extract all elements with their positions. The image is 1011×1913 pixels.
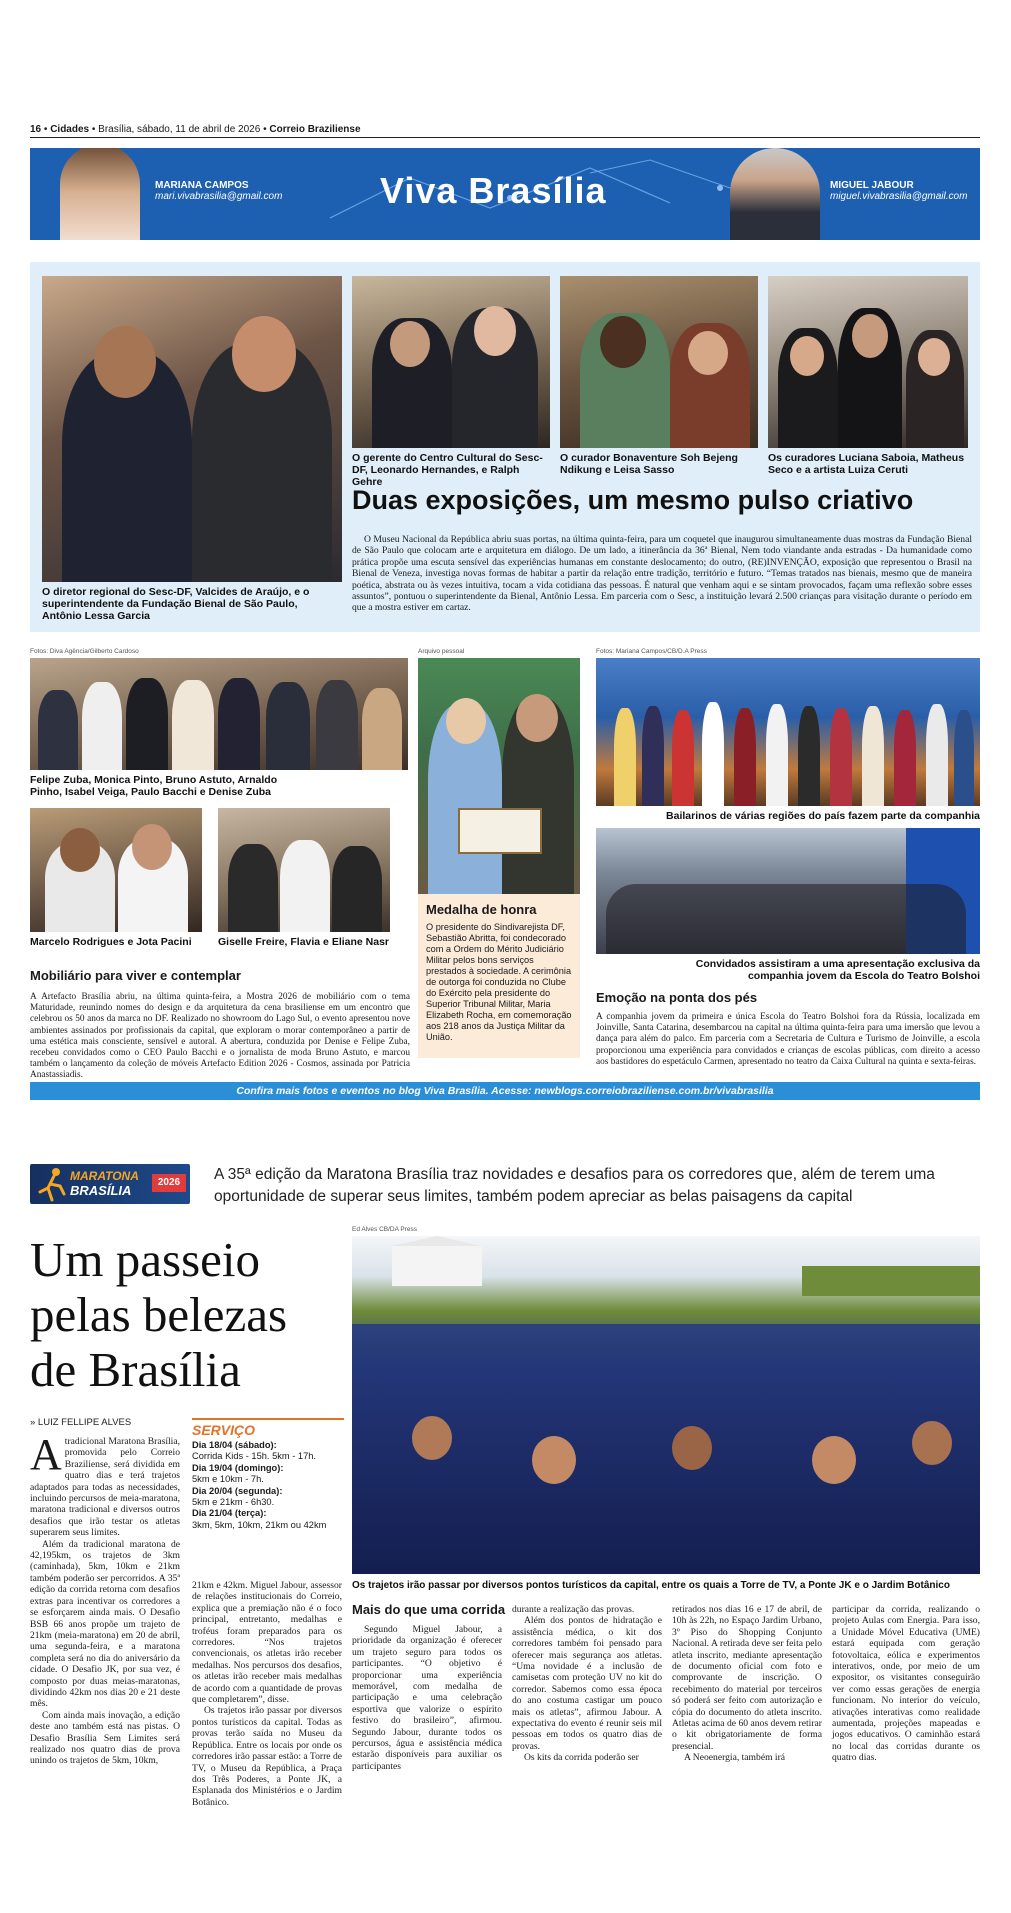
marathon-logo (30, 1164, 190, 1204)
blog-bar[interactable] (30, 1082, 980, 1100)
top-main-photo (42, 276, 342, 582)
marathon-col5-p1: retirados nos dias 16 e 17 de abril, de 10h às 22h, no Espaço Jardim Urbano, 3º Piso do Shopping Conjunto Nacional. A retirada deve ser feita pelo atleta inscrito, mediante apresentação de documento oficial com foto e comprovante de inscrição. O recebimento do material por terceiros só poderá ser feito com autorização e cópia do documento do atleta inscrito. Atletas acima de 60 anos devem retirar o kit obrigatoriamente de forma presencial. (672, 1604, 822, 1752)
right-caption-1: Bailarinos de várias regiões do país fazem parte da companhia (666, 810, 980, 822)
service-box (192, 1418, 344, 1531)
marathon-logo-line1: MARATONA (70, 1169, 139, 1183)
left-photo-group (30, 658, 408, 770)
left-columnist-email[interactable]: mari.vivabrasilia@gmail.com (155, 191, 283, 202)
marathon-headline: Um passeio pelas belezas de Brasília (30, 1232, 288, 1397)
top-photo-3 (768, 276, 968, 448)
left-caption-1: Felipe Zuba, Monica Pinto, Bruno Astuto, Arnaldo Pinho, Isabel Veiga, Paulo Bacchi e Denise Zuba (30, 774, 278, 798)
marathon-teaser: A 35ª edição da Maratona Brasília traz novidades e desafios para os corredores que, além de terem uma oportunidade de superar seus limites, também podem apreciar as belas paisagens da capital (214, 1166, 935, 1205)
left-photo-credit: Fotos: Diva Agência/Gilberto Cardoso (30, 648, 139, 655)
marathon-subheadline: Mais do que uma corrida (352, 1602, 506, 1617)
marathon-col2-p2: Os trajetos irão passar por diversos pontos turísticos da capital. Todas as provas terão saída no Museu da República. Entre os locais por onde os corredores irão passar estão: a Torre de TV, o Museu da República, a Praça dos Três Poderes, a Ponte JK, a Esplanada dos Ministérios e o Jardim Botânico. (192, 1705, 342, 1808)
middle-photo (418, 658, 580, 894)
marathon-col1-p2: Além da tradicional maratona de 42,195km, os trajetos de 3km (caminhada), 5km, 10km e 21km também poderão ser percorridos. A 35ª edição da corrida retorna com desafios extras para incentivar os corredores a se esforçarem ainda mais. O Desafio BSB 66 anos propõe um trajeto de 21km (meia-maratona) em 20 de abril, uma segunda-feira, e a maratona completa será no dia do aniversário da cidade. O Desafio JK, por sua vez, é composto por duas meias-maratonas, dividindo 42km nos dias 20 e 21 deste mês. (30, 1538, 180, 1710)
marathon-photo (352, 1236, 980, 1574)
section-name: Cidades (50, 124, 90, 135)
left-columnist-photo (60, 148, 140, 240)
left-columnist-name: MARIANA CAMPOS (155, 180, 249, 191)
top-main-caption: O diretor regional do Sesc-DF, Valcides de Araújo, e o superintendente da Fundação Bienal de São Paulo, Antônio Lessa Garcia (42, 586, 310, 622)
date-line: Brasília, sábado, 11 de abril de 2026 (98, 124, 261, 135)
left-body: A Artefacto Brasília abriu, na última quinta-feira, a Mostra 2026 de mobiliário com o tema Maturidade, reunindo nomes do design e da arquitetura da cena brasiliense em um encontro que celebrou os 50 anos da marca no DF. Realizado no showroom do Lago Sul, o evento apresentou nove ambientes assinados por profissionais da capital, que exploram o morar contemporâneo a partir de uma estética mais consciente, sensível e autoral. A abertura, conduzida por Denise e Felipe Zuba, recebeu convidados como o CEO Paulo Bacchi e o jornalista de moda Bruno Astuto, e marcou também o lançamento da coleção de móveis Artefacto Edition 2026 - Cosmos, assinada por Patricia Anastassiadis. (30, 992, 410, 1081)
right-photo-2 (596, 828, 980, 954)
column-banner (30, 148, 980, 240)
left-caption-2: Marcelo Rodrigues e Jota Pacini (30, 936, 192, 948)
left-photo-3 (218, 808, 390, 932)
service-day-3: Dia 20/04 (segunda): (192, 1485, 283, 1496)
marathon-col-5 (672, 1604, 822, 1764)
right-photo-credit: Fotos: Mariana Campos/CB/D.A Press (596, 648, 707, 655)
right-caption-2: Convidados assistiram a uma apresentação exclusiva da companhia jovem da Escola do Teatro Bolshoi (695, 958, 980, 982)
service-info-4: 3km, 5km, 10km, 21km ou 42km (192, 1519, 327, 1530)
marathon-col4-p1: durante a realização das provas. (512, 1604, 635, 1615)
banner-title: Viva Brasília (380, 170, 607, 211)
dropcap: A (30, 1430, 62, 1479)
top-photo-1 (352, 276, 550, 448)
marathon-col1-p3: Com ainda mais inovação, a edição deste ano também está nas pistas. O Desafio Brasília Sem Limites será realizado nos quatro dias de prova unindo os trajetos de 5km, 10km, (30, 1709, 180, 1767)
marathon-col6-p1: participar da corrida, realizando o projeto Aulas com Energia. Para isso, a Unidade Móvel Educativa (UME) estará equipada com geração fotovoltaica, eólica e experimentos interativos, onde, por meio de um expositor, os visitantes conseguirão ver como essas gerações de energia funcionam. No interior do veículo, ativações interativas como realidade aumentada, projeções mapeadas e jogos educativos. O caminhão estará no local das corridas durante os quatro dias. (832, 1604, 980, 1764)
right-photo-1 (596, 658, 980, 806)
marathon-col2-p1: 21km e 42km. Miguel Jabour, assessor de relações institucionais do Correio, explica que a premiação não é o foco principal, entretanto, medalhas e troféus foram preparados para os corredores. “Nos trajetos convencionais, os atletas irão receber medalhas. Nos percursos dos desafios, os atletas irão receber mais medalhas de acordo com a quantidade de provas que completarem”, disse. (192, 1580, 342, 1706)
service-info-2: 5km e 10km - 7h. (192, 1474, 264, 1485)
top-caption-2: O curador Bonaventure Soh Bejeng Ndikung e Leisa Sasso (560, 452, 738, 476)
blog-bar-text: Confira mais fotos e eventos no blog Viva Brasília. Acesse: newblogs.correiobraziliense.com.br/vivabrasilia (236, 1085, 774, 1097)
paper-name: Correio Braziliense (269, 124, 361, 135)
top-caption-1: O gerente do Centro Cultural do Sesc-DF, Leonardo Hernandes, e Ralph Gehre (352, 452, 543, 488)
marathon-col-3 (352, 1624, 502, 1772)
marathon-col-1 (30, 1430, 180, 1767)
marathon-col4-p2: Além dos pontos de hidratação e assistência médica, o kit dos corredores também foi pensado para oferecer mais segurança aos atletas. “Uma novidade é a inclusão de camisetas com proteção UV no kit do corredor. Sabemos como essa época do ano costuma castigar um pouco mais os atletas”, afirmou Jabour. A expectativa do evento é reunir seis mil pessoas em todos os quatro dias de provas. (512, 1615, 662, 1752)
page-header: 16 • Cidades • Brasília, sábado, 11 de abril de 2026 • Correio Braziliense (30, 124, 980, 138)
page-number: 16 (30, 124, 42, 135)
right-body: A companhia jovem da primeira e única Escola do Teatro Bolshoi fora da Rússia, localizada em Joinville, Santa Catarina, desembarcou na capital na última quinta-feira para uma imersão que levou a dança para além do palco. Em parceria com a Secretaria de Cultura e Turismo de Joinville, a escola proporcionou uma experiência para convidados e crianças de escolas públicas, com direito a acesso aos bastidores do espetáculo Carmen, apresentado no teatro da Caixa Cultural na quinta e sexta-feiras. (596, 1012, 980, 1067)
service-info-1: Corrida Kids - 15h. 5km - 17h. (192, 1451, 317, 1462)
middle-photo-credit: Arquivo pessoal (418, 648, 465, 655)
marathon-logo-year: 2026 (152, 1174, 186, 1192)
marathon-col-2 (192, 1580, 342, 1808)
marathon-col4-p3: Os kits da corrida poderão ser (524, 1752, 639, 1764)
right-columnist-photo (730, 148, 820, 240)
runner-icon (34, 1164, 70, 1204)
right-columnist-name: MIGUEL JABOUR (830, 180, 914, 191)
right-columnist-email[interactable]: miguel.vivabrasilia@gmail.com (830, 191, 968, 202)
top-headline: Duas exposições, um mesmo pulso criativo (352, 485, 914, 515)
top-photo-2 (560, 276, 758, 448)
marathon-byline: » LUIZ FELLIPE ALVES (30, 1417, 132, 1428)
marathon-col5-p2: A Neoenergia, também irá (684, 1752, 786, 1764)
service-day-4: Dia 21/04 (terça): (192, 1508, 267, 1519)
marathon-col-4 (512, 1604, 662, 1764)
right-headline: Emoção na ponta dos pés (596, 990, 758, 1005)
top-caption-3: Os curadores Luciana Saboia, Matheus Seco e a artista Luiza Ceruti (768, 452, 965, 476)
service-title: SERVIÇO (192, 1418, 344, 1438)
left-caption-3: Giselle Freire, Flavia e Eliane Nasr (218, 936, 390, 948)
marathon-photo-credit: Ed Alves CB/DA Press (352, 1226, 418, 1233)
middle-headline: Medalha de honra (426, 902, 537, 917)
top-body: O Museu Nacional da República abriu suas portas, na última quinta-feira, para um coquetel que inaugurou simultaneamente duas mostras da Fundação Bienal de São Paulo que colocam arte e arquitetura em diálogo. De um lado, a itinerância da 36ª Bienal, Nem todo viandante anda estradas - Da humanidade como prática propõe uma escuta sensível das experiências humanas em constante deslocamento; do outro, (RE)INVENÇÃO, exposição que representou o Brasil na Bienal de Veneza, investiga novas formas de habitar a partir da relação entre tradição, território e futuro. “Temas tratados nas bienais, mesmo que de maneira poética, abstrata ou às vezes intuitiva, tocam a vida cotidiana das pessoas. É natural que venham aqui e se sintam provocados, façam uma reflexão sobre esses assuntos”, pontuou o superintendente da Bienal, Antônio Lessa. Em parceria com o Sesc, a instituição levará 2.500 crianças para visitação durante o período em que a mostra estiver em cartaz. (352, 534, 972, 614)
marathon-lead: tradicional Maratona Brasília, promovida pelo Correio Braziliense, será dividida em quatro dias e terá trajetos adaptados para todas as necessidades, incluindo percursos de meia-maratona, maratona tradicional e diversos outros desafios que irão testar os atletas superarem seus limites. (30, 1436, 180, 1539)
left-photo-2 (30, 808, 202, 932)
marathon-col-6 (832, 1604, 980, 1764)
left-headline: Mobiliário para viver e contemplar (30, 968, 241, 983)
middle-body: O presidente do Sindivarejista DF, Sebastião Abritta, foi condecorado com a Ordem do Mérito Judiciário Militar pelos bons serviços prestados à sociedade. A cerimônia de outorga foi conduzida no Clube do Exército pela presidente do Superior Tribunal Militar, Maria Elizabeth Rocha, em comemoração aos 218 anos da Justiça Militar da União. (426, 922, 572, 1042)
marathon-logo-line2: BRASÍLIA (70, 1183, 132, 1198)
service-info-3: 5km e 21km - 6h30. (192, 1497, 275, 1508)
marathon-photo-caption: Os trajetos irão passar por diversos pontos turísticos da capital, entre os quais a Torre de TV, a Ponte JK e o Jardim Botânico (352, 1580, 950, 1591)
service-day-1: Dia 18/04 (sábado): (192, 1440, 277, 1450)
marathon-col3-p1: Segundo Miguel Jabour, a prioridade da organização é oferecer um trajeto seguro para todos os participantes. “O objetivo é proporcionar uma experiência memorável, com medalha de participação e uma celebração esportiva que valorize o espírito festivo do brasileiro”, afirmou. Segundo Jabour, durante todos os percursos, água e assistência médica estarão disponíveis para auxiliar os participantes (352, 1624, 502, 1772)
service-day-2: Dia 19/04 (domingo): (192, 1462, 284, 1473)
